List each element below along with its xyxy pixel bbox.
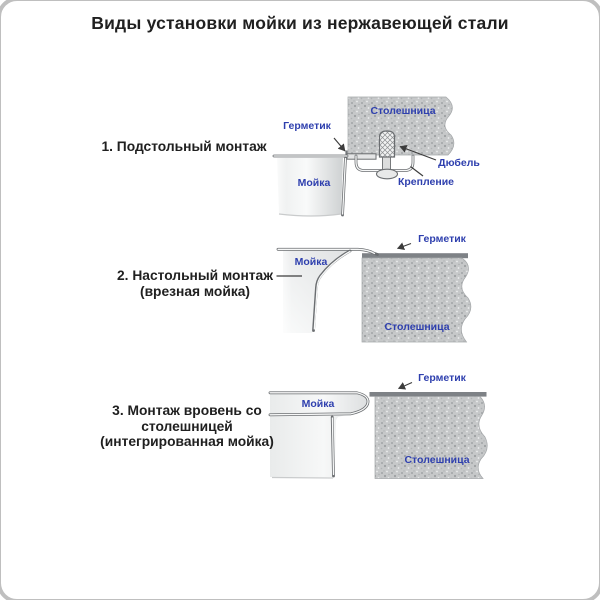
label-sink-3: Мойка <box>301 398 335 410</box>
section-2-heading <box>85 268 305 299</box>
section-2-heading-line-2: (врезная мойка) <box>139 283 251 299</box>
sealant-callout-line <box>399 383 413 389</box>
label-dowel-1: Дюбель <box>438 157 480 169</box>
label-countertop-2: Столешница <box>384 321 450 333</box>
section-1-heading <box>74 139 294 155</box>
section-2-heading-line-1: 2. Настольный монтаж <box>117 268 273 283</box>
label-sealant-2: Герметик <box>418 233 466 245</box>
section-3-heading <box>76 403 298 450</box>
label-sink-1: Мойка <box>297 177 331 189</box>
section-3-heading-line-2: столешницей <box>141 418 233 434</box>
label-fastener-1: Крепление <box>397 176 454 188</box>
section-3-heading-line-3: (интегрированная мойка) <box>100 434 274 449</box>
section-3-heading-line-1: 3. Монтаж вровень со <box>112 403 262 418</box>
sealant-strip <box>370 392 487 397</box>
page-title: Виды установки мойки из нержавеющей стали <box>91 13 509 33</box>
fastener-callout-line <box>411 167 424 177</box>
dowel <box>380 131 395 157</box>
label-sink-2: Мойка <box>294 256 328 268</box>
sealant-callout-line <box>334 138 345 151</box>
label-sealant-1: Герметик <box>283 120 331 132</box>
label-countertop-3: Столешница <box>404 454 470 466</box>
label-sealant-3: Герметик <box>418 372 466 384</box>
countertop-block <box>375 397 487 479</box>
section-1-heading-line-1: 1. Подстольный монтаж <box>101 139 267 154</box>
sealant-callout-line <box>398 244 412 249</box>
label-countertop-1: Столешница <box>370 105 436 117</box>
sink-rim-lip <box>347 154 376 159</box>
sink-bottom-edge <box>272 478 333 479</box>
